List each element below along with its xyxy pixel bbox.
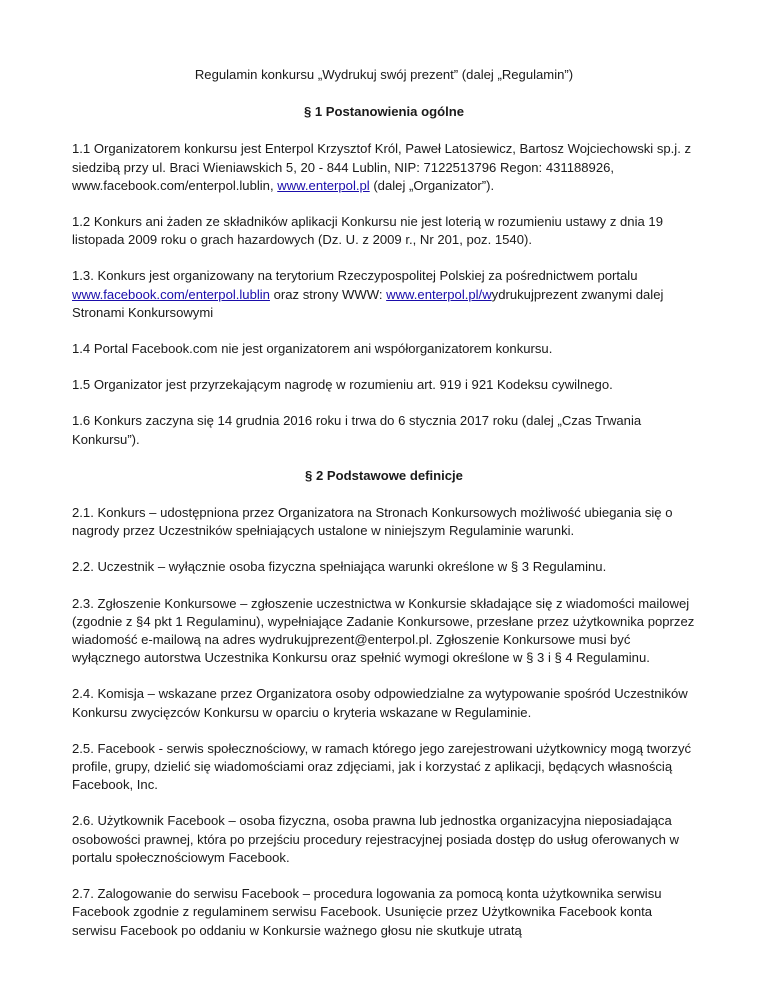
section-1-heading: § 1 Postanowienia ogólne bbox=[303, 104, 465, 120]
paragraph-2-4: 2.4. Komisja – wskazane przez Organizatora osoby odpowiedzialne za wytypowanie spośród Uczestników Konkursu zwycięzców Konkursu w oparciu o kryteria wskazane w Regulaminie. bbox=[72, 686, 688, 720]
paragraph-1-3-text-a: 1.3. Konkurs jest organizowany na terytorium Rzeczypospolitej Polskiej za pośrednictwem portalu bbox=[72, 268, 638, 284]
paragraph-1-1-text-b: (dalej „Organizator”). bbox=[369, 177, 495, 193]
paragraph-1-4: 1.4 Portal Facebook.com nie jest organizatorem ani współorganizatorem konkursu. bbox=[72, 341, 553, 357]
paragraph-1-3-text-c: ydrukujprezent zwanymi dalej Stronami Konkursowymi bbox=[72, 286, 664, 320]
paragraph-2-6: 2.6. Użytkownik Facebook – osoba fizyczna, osoba prawna lub jednostka organizacyjna nieposiadająca osobowości prawnej, która po przejściu procedury rejestracyjnej posiada dostęp do usług oferowanych w portalu społecznościowym Facebook. bbox=[72, 813, 680, 865]
paragraph-1-1-text-a: 1.1 Organizatorem konkursu jest Enterpol Krzysztof Król, Paweł Latosiewicz, Bartosz Wojciechowski sp.j. z siedzibą przy ul. Braci Wieniawskich 5, 20 - 844 Lublin, NIP: 7122513796 Regon: 431188926, www.facebook.com/enterpol.lublin, bbox=[72, 141, 692, 193]
paragraph-2-1: 2.1. Konkurs – udostępniona przez Organizatora na Stronach Konkursowych możliwość ubiegania się o nagrody przez Uczestników spełniających ustalone w niniejszym Regulaminie warunki. bbox=[72, 505, 673, 539]
paragraph-1-6: 1.6 Konkurs zaczyna się 14 grudnia 2016 roku i trwa do 6 stycznia 2017 roku (dalej „Czas Trwania Konkursu”). bbox=[72, 413, 642, 447]
paragraph-2-7: 2.7. Zalogowanie do serwisu Facebook – procedura logowania za pomocą konta użytkownika serwisu Facebook zgodnie z regulaminem serwisu Facebook. Usunięcie przez Użytkownika Facebook konta serwisu Facebook po oddaniu w Konkursie ważnego głosu nie skutkuje utratą bbox=[72, 886, 662, 938]
document-title: Regulamin konkursu „Wydrukuj swój prezent” (dalej „Regulamin”) bbox=[194, 67, 574, 82]
enterpol-link[interactable]: www.enterpol.pl bbox=[277, 177, 370, 193]
paragraph-2-5: 2.5. Facebook - serwis społecznościowy, w ramach którego jego zarejestrowani użytkownicy mogą tworzyć profile, grupy, dzielić się wiadomościami oraz zdjęciami, jak i korzystać z aplikacji, będących własnością Facebook, Inc. bbox=[72, 740, 692, 793]
paragraph-1-2: 1.2 Konkurs ani żaden ze składników aplikacji Konkursu nie jest loterią w rozumieniu ustawy z dnia 19 listopada 2009 roku o grach hazardowych (Dz. U. z 2009 r., Nr 201, poz. 1540). bbox=[72, 214, 663, 248]
contest-page-link[interactable]: www.enterpol.pl/w bbox=[386, 286, 492, 302]
paragraph-1-3 bbox=[72, 267, 696, 322]
section-2-heading: § 2 Podstawowe definicje bbox=[305, 467, 463, 483]
facebook-page-link[interactable]: www.facebook.com/enterpol.lublin bbox=[72, 286, 270, 302]
paragraph-1-1 bbox=[72, 140, 696, 195]
paragraph-1-3-text-b: oraz strony WWW: bbox=[269, 286, 387, 302]
paragraph-2-3: 2.3. Zgłoszenie Konkursowe – zgłoszenie uczestnictwa w Konkursie składające się z wiadomości mailowej (zgodnie z §4 pkt 1 Regulaminu), wypełniające Zadanie Konkursowe, przesłane przez użytkownika poprzez wiadomość e-mailową na adres wydrukujprezent@enterpol.pl. Zgłoszenie Konkursowe musi być wyłącznego autorstwa Uczestnika Konkursu oraz spełnić wymogi określone w § 3 i § 4 Regulaminu. bbox=[72, 595, 695, 666]
paragraph-1-5: 1.5 Organizator jest przyrzekającym nagrodę w rozumieniu art. 919 i 921 Kodeksu cywilnego. bbox=[72, 377, 613, 393]
paragraph-2-2: 2.2. Uczestnik – wyłącznie osoba fizyczna spełniająca warunki określone w § 3 Regulaminu. bbox=[72, 559, 607, 575]
